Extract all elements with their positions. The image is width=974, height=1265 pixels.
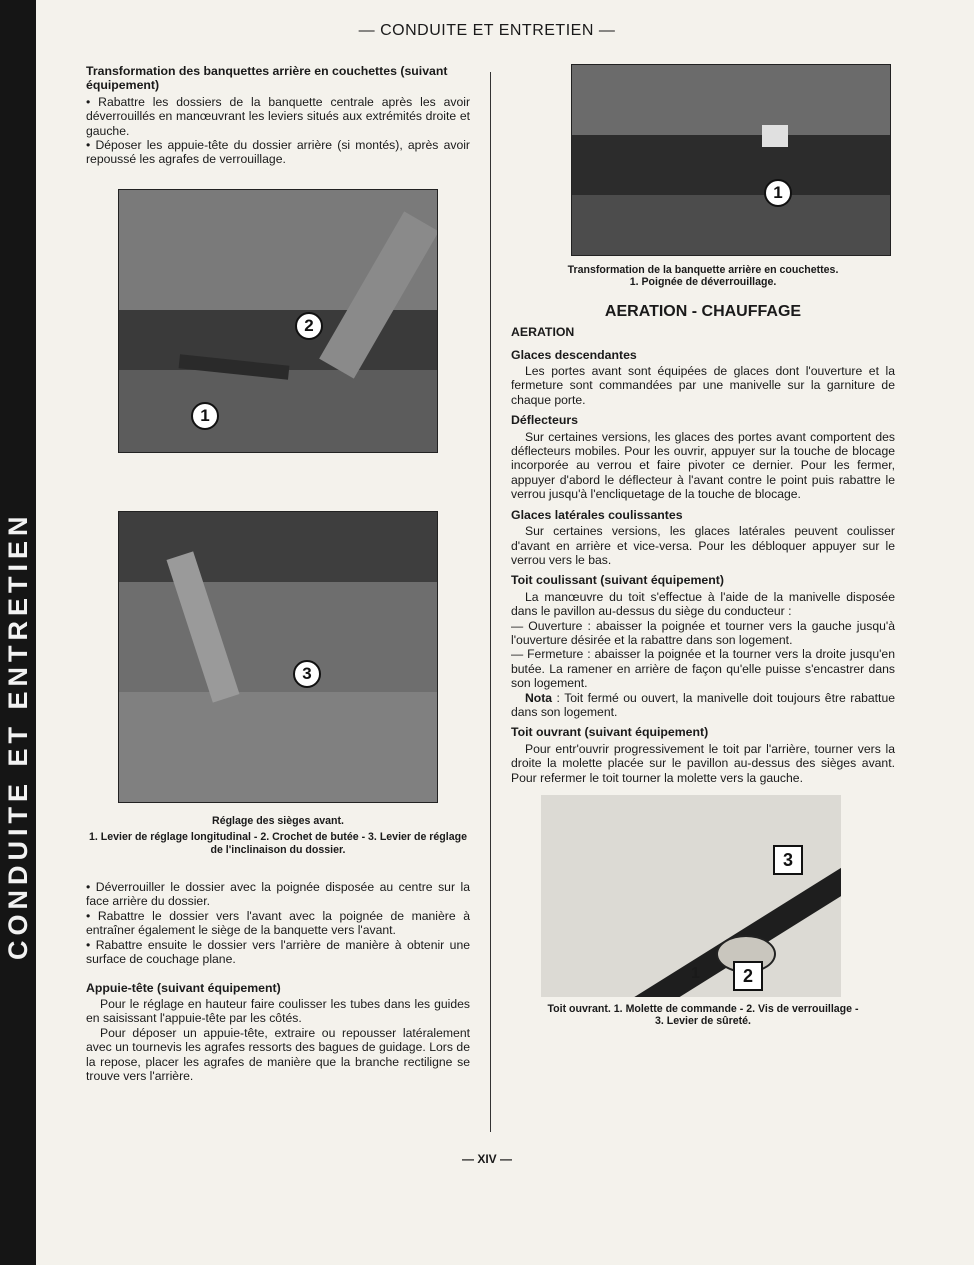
marker-3: 3	[293, 660, 321, 688]
paragraph: La manœuvre du toit s'effectue à l'aide de la manivelle disposée dans le pavillon au-dessus du siège du conducteur :	[511, 589, 895, 619]
section-heading-appuie-tete: Appuie-tête (suivant équipement)	[86, 980, 281, 995]
paragraph: — Fermeture : abaisser la poignée et la tourner vers la droite jusqu'en butée. La ramener en arrière de façon qu'elle puisse s'encastrer dans son logement.	[511, 647, 895, 691]
photo-seat-recline-lever	[118, 511, 438, 803]
paragraph: Pour le réglage en hauteur faire coulisser les tubes dans les guides en saisissant l'appuie-tête par les côtés.	[86, 996, 470, 1026]
figure-caption: 3. Levier de sûreté.	[655, 1015, 751, 1028]
paragraph: Pour entr'ouvrir progressivement le toit par l'arrière, tourner vers la droite la molette placée sur le pavillon au-dessus des sièges avant. Pour refermer le toit tourner la molette vers la gauche.	[511, 741, 895, 785]
right-column	[511, 64, 895, 1028]
marker-1: 1	[191, 402, 219, 430]
photo-rear-bench-couchette	[571, 64, 891, 256]
heading-toit-coulissant: Toit coulissant (suivant équipement)	[511, 573, 724, 588]
paragraph: • Rabattre les dossiers de la banquette centrale après les avoir déverrouillés en manœuvrant les leviers situés aux extrémités droite et gauche.	[86, 94, 470, 138]
marker-2: 2	[295, 312, 323, 340]
page-number: — XIV —	[461, 1152, 512, 1166]
paragraph: • Déposer les appuie-tête du dossier arrière (si montés), après avoir repoussé les agrafes de verrouillage.	[86, 138, 470, 167]
marker-1: 1	[691, 965, 700, 982]
heading-glaces-laterales: Glaces latérales coulissantes	[511, 507, 683, 522]
heading-toit-ouvrant: Toit ouvrant (suivant équipement)	[511, 725, 709, 740]
figure-caption: 1. Poignée de déverrouillage.	[629, 276, 777, 289]
photo-front-seat-levers	[118, 189, 438, 453]
paragraph: • Rabattre ensuite le dossier vers l'arrière de manière à obtenir une surface de couchage plane.	[86, 937, 470, 967]
paragraph: — Ouverture : abaisser la poignée et tourner vers la gauche jusqu'à l'ouverture désirée et la rabattre dans son logement.	[511, 618, 895, 647]
figure-caption-body: 1. Levier de réglage longitudinal - 2. Crochet de butée - 3. Levier de réglage de l'inclinaison du dossier.	[89, 831, 467, 856]
nota-label: Nota	[525, 690, 553, 705]
figure-caption-title: Réglage des sièges avant.	[212, 814, 344, 827]
column-divider	[490, 72, 491, 1132]
heading-glaces: Glaces descendantes	[511, 347, 637, 362]
heading-deflecteurs: Déflecteurs	[511, 413, 578, 428]
nota-text: : Toit fermé ou ouvert, la manivelle doit toujours être rabattue dans son logement.	[511, 690, 895, 719]
nota-paragraph	[511, 691, 895, 720]
marker-1: 1	[764, 179, 792, 207]
paragraph: • Rabattre le dossier vers l'avant avec la poignée de manière à entraîner également le siège de la banquette vers l'avant.	[86, 908, 470, 938]
paragraph: Sur certaines versions, les glaces des portes avant comportent des déflecteurs mobiles. Pour les ouvrir, appuyer sur la touche de blocage incorporée au verrou et faire pivoter ce dernier. Pour les fermer, appuyer d'abord le déflecteur à l'avant contre le point puis rabattre le verrou jusqu'à l'encliquetage de la touche de blocage.	[511, 429, 895, 502]
figure-caption: Transformation de la banquette arrière en couchettes.	[567, 264, 839, 276]
left-column	[86, 64, 470, 1083]
section-title: AERATION - CHAUFFAGE	[604, 302, 802, 320]
section-heading-couchettes: Transformation des banquettes arrière en couchettes (suivant équipement)	[86, 64, 448, 93]
page-title: — CONDUITE ET ENTRETIEN —	[358, 22, 616, 39]
paragraph: Sur certaines versions, les glaces latérales peuvent coulisser d'avant en arrière et vice-versa. Pour les débloquer appuyer sur le verrou vers le bas.	[511, 524, 895, 567]
marker-3: 3	[773, 845, 803, 875]
lever-shape	[579, 862, 841, 997]
paragraph: Les portes avant sont équipées de glaces dont l'ouverture et la fermeture sont commandées par une manivelle sur la garniture de chaque porte.	[511, 364, 895, 407]
handle-shape	[762, 125, 788, 147]
photo-sunroof-control	[541, 795, 841, 997]
paragraph: Pour déposer un appuie-tête, extraire ou repousser latéralement avec un tournevis les agrafes ressorts des bagues de guidage. Lors de la repose, placer les agrafes de manière que la branche rectiligne se trouve vers l'arrière.	[86, 1025, 470, 1083]
marker-2: 2	[733, 961, 763, 991]
figure-caption: Toit ouvrant. 1. Molette de commande - 2. Vis de verrouillage -	[547, 1003, 859, 1015]
subsection-title: AERATION	[511, 325, 575, 340]
paragraph: • Déverrouiller le dossier avec la poignée disposée au centre sur la face arrière du dossier.	[86, 880, 470, 909]
